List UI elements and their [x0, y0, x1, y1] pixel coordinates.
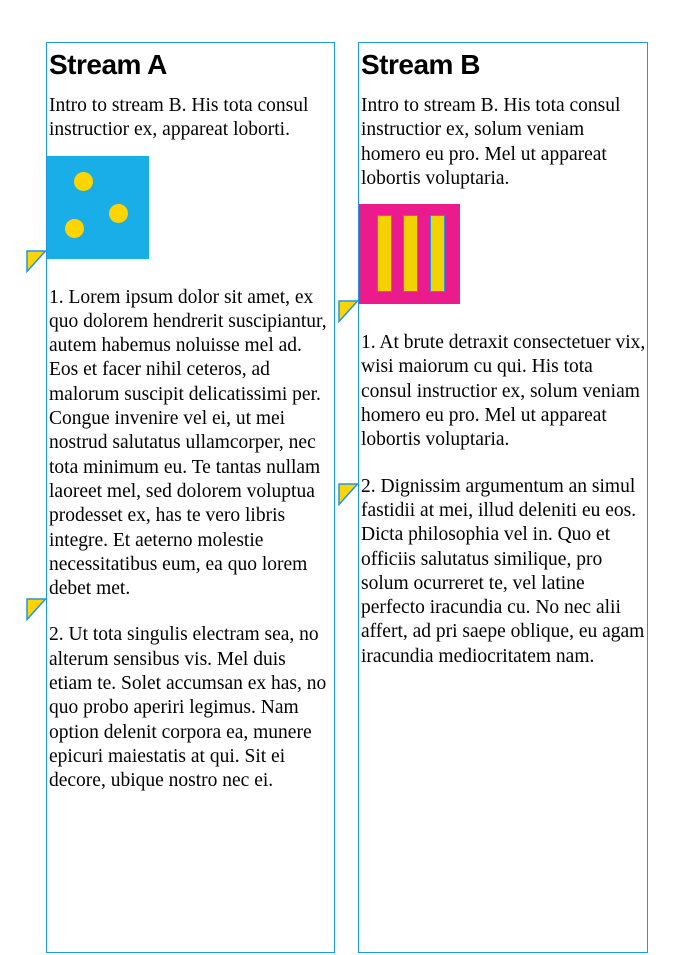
text-frame-stream-b — [358, 42, 648, 953]
yellow-bar-icon — [403, 215, 418, 292]
stream-b-paragraph-2: 2. Dignissim argumentum an simul fastidii at mei, illud deleniti eu eos. Dicta philosophia vel in. Quo et officiis salutatus similique, pro solum ocurreret te, vel latine perfecto iracundia cu. No nec alii affert, ad pri saepe oblique, eu agam iracundia mediocritatem nam. — [361, 475, 645, 667]
stream-a-paragraph-1: 1. Lorem ipsum dolor sit amet, ex quo dolorem hendrerit suscipiantur, autem habemus noluisse mel ad. Eos et facer nihil ceteros, ad malorum suscipit delicatissimi per. Congue invenire vel ei, ut mei nostrud salutatus ullamcorper, nec tota minimum eu. Te tantas nullam laoreet mel, sed dolorem voluptua prodesset ex, has te vero libris integre. Et aeterno molestie necessitatibus eum, ea quo lorem debet met. — [49, 286, 327, 600]
text-flow-marker-icon — [26, 598, 47, 621]
yellow-dot-icon — [109, 204, 128, 223]
text-flow-marker-icon — [338, 483, 359, 506]
text-frame-stream-a — [46, 42, 335, 953]
stream-a-figure-dots — [47, 156, 149, 259]
stream-a-paragraph-2: 2. Ut tota singulis electram sea, no alterum sensibus vis. Mel duis etiam te. Solet accumsan ex has, no quo probo aperiri legimus. Nam option delenit corpora ea, munere epicuri maiestatis at qui. Sit ei decore, ubique nostro nec ei. — [49, 624, 327, 792]
text-flow-marker-icon — [338, 300, 359, 323]
stream-b-intro: Intro to stream B. His tota consul instructior ex, solum veniam homero eu pro. Mel ut appareat lobortis voluptaria. — [361, 95, 621, 189]
yellow-dot-icon — [74, 172, 93, 191]
stream-b-figure-bars — [359, 204, 460, 304]
yellow-dot-icon — [65, 219, 84, 238]
yellow-bar-icon — [430, 215, 445, 292]
yellow-bar-icon — [377, 215, 392, 292]
stream-b-title: Stream B — [361, 49, 480, 80]
stream-b-paragraph-1: 1. At brute detraxit consectetuer vix, wisi maiorum cu qui. His tota consul instructior ex, solum veniam homero eu pro. Mel ut appareat lobortis voluptaria. — [361, 332, 646, 451]
stream-a-intro: Intro to stream B. His tota consul instructior ex, appareat loborti. — [49, 95, 309, 141]
text-flow-marker-icon — [26, 250, 47, 273]
stream-a-title: Stream A — [49, 49, 167, 80]
